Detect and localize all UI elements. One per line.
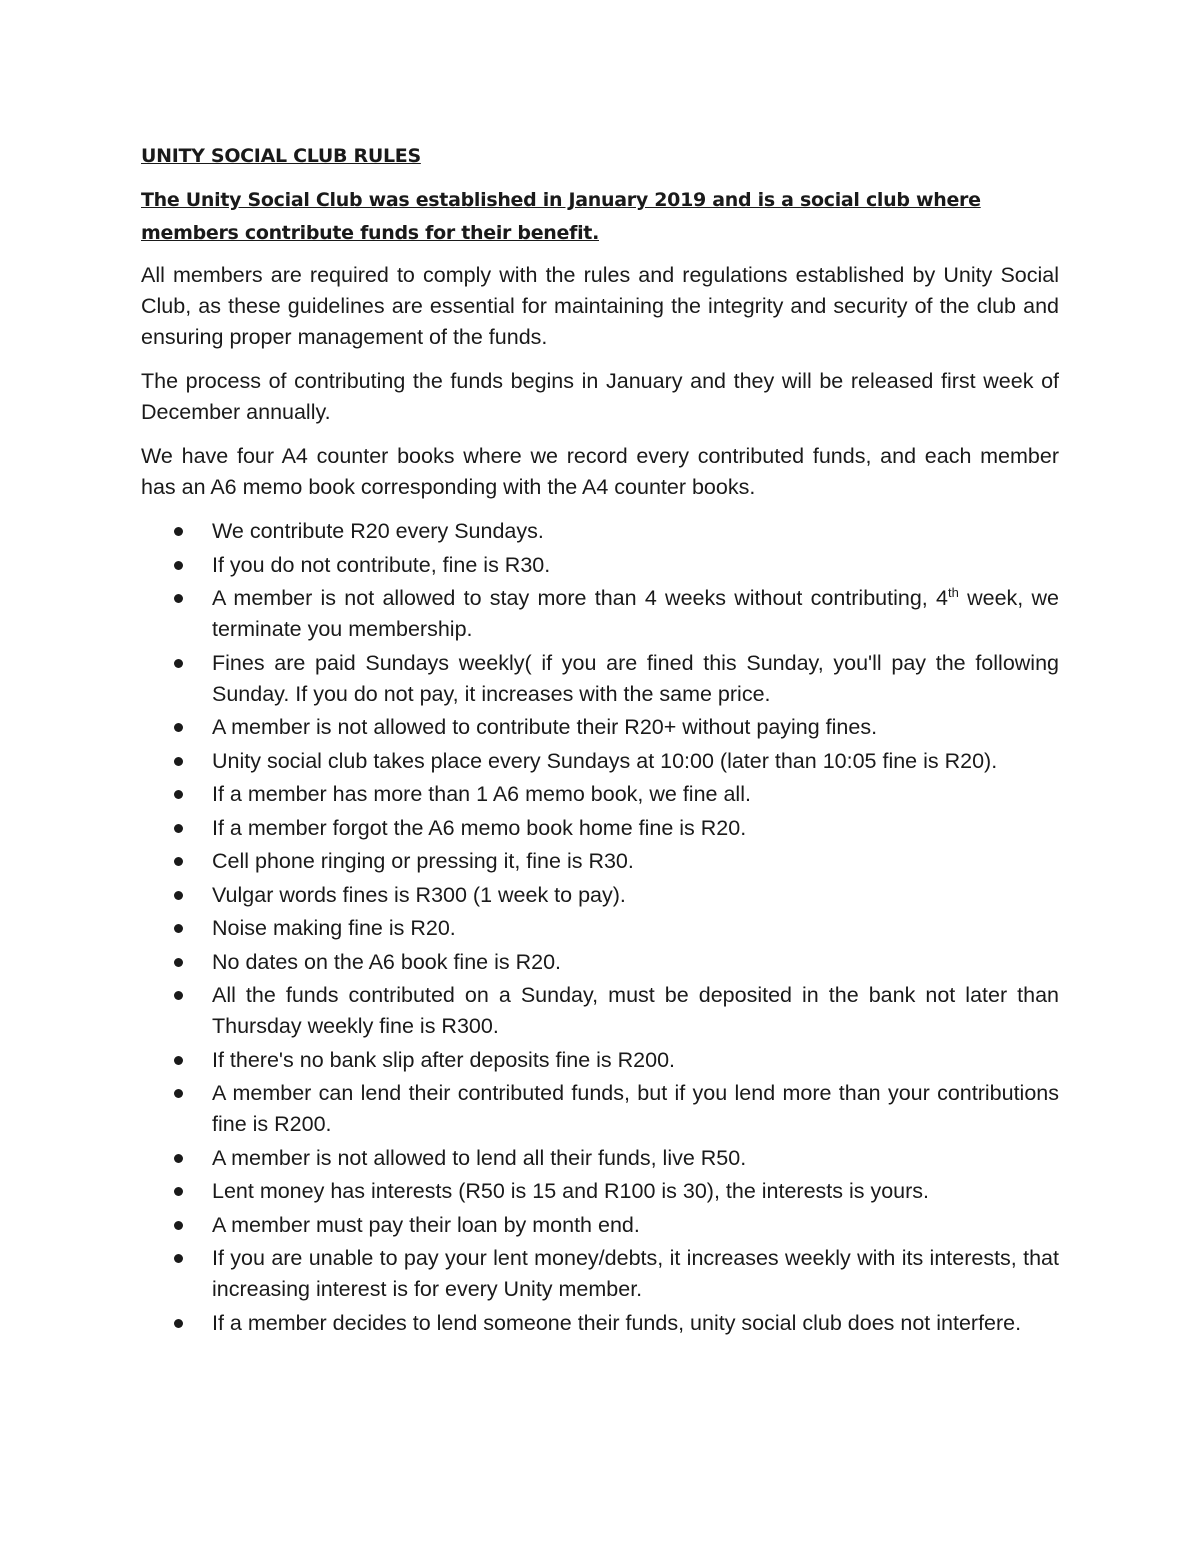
bullet-icon [174,991,183,1000]
list-item: Vulgar words fines is R300 (1 week to pay). [141,880,1059,911]
list-item: If you are unable to pay your lent money/debts, it increases weekly with its interests, that increasing interest is for every Unity member. [141,1243,1059,1305]
bullet-icon [174,1187,183,1196]
bullet-icon [174,790,183,799]
list-item: We contribute R20 every Sundays. [141,516,1059,547]
bullet-icon [174,757,183,766]
bullet-icon [174,824,183,833]
list-item: If there's no bank slip after deposits fine is R200. [141,1045,1059,1076]
list-item: Cell phone ringing or pressing it, fine is R30. [141,846,1059,877]
list-item: A member is not allowed to stay more than 4 weeks without contributing, 4th week, we terminate you membership. [141,583,1059,645]
bullet-icon [174,891,183,900]
list-item: A member must pay their loan by month end. [141,1210,1059,1241]
bullet-icon [174,527,183,536]
bullet-icon [174,1154,183,1163]
intro-paragraph-books: We have four A4 counter books where we record every contributed funds, and each member has an A6 memo book corresponding with the A4 counter books. [141,444,1059,499]
rules-list [141,516,1059,1339]
list-item: Lent money has interests (R50 is 15 and R100 is 30), the interests is yours. [141,1176,1059,1207]
list-item: If you do not contribute, fine is R30. [141,550,1059,581]
list-item: If a member forgot the A6 memo book home fine is R20. [141,813,1059,844]
list-item: Unity social club takes place every Sundays at 10:00 (later than 10:05 fine is R20). [141,746,1059,777]
bullet-icon [174,924,183,933]
bullet-icon [174,1089,183,1098]
bullet-icon [174,1221,183,1230]
document-subtitle: The Unity Social Club was established in January 2019 and is a social club where members contribute funds for their benefit. [141,189,981,244]
bullet-icon [174,958,183,967]
list-item: Fines are paid Sundays weekly( if you are fined this Sunday, you'll pay the following Sunday. If you do not pay, it increases with the same price. [141,648,1059,710]
list-item: A member is not allowed to contribute their R20+ without paying fines. [141,712,1059,743]
bullet-icon [174,1254,183,1263]
list-item: If a member decides to lend someone their funds, unity social club does not interfere. [141,1308,1059,1339]
list-item: If a member has more than 1 A6 memo book, we fine all. [141,779,1059,810]
bullet-icon [174,659,183,668]
bullet-icon [174,1319,183,1328]
list-item: No dates on the A6 book fine is R20. [141,947,1059,978]
list-item: A member is not allowed to lend all their funds, live R50. [141,1143,1059,1174]
bullet-icon [174,1056,183,1065]
list-item: Noise making fine is R20. [141,913,1059,944]
document-title: UNITY SOCIAL CLUB RULES [141,145,421,167]
intro-paragraph-process: The process of contributing the funds begins in January and they will be released first week of December annually. [141,369,1059,424]
ordinal-superscript: th [947,584,959,600]
bullet-icon [174,561,183,570]
bullet-icon [174,594,183,603]
list-item: A member can lend their contributed funds, but if you lend more than your contributions fine is R200. [141,1078,1059,1140]
intro-paragraph-compliance: All members are required to comply with the rules and regulations established by Unity Social Club, as these guidelines are essential for maintaining the integrity and security of the club and ensuring proper management of the funds. [141,263,1059,349]
list-item: All the funds contributed on a Sunday, must be deposited in the bank not later than Thursday weekly fine is R300. [141,980,1059,1042]
bullet-icon [174,723,183,732]
bullet-icon [174,857,183,866]
